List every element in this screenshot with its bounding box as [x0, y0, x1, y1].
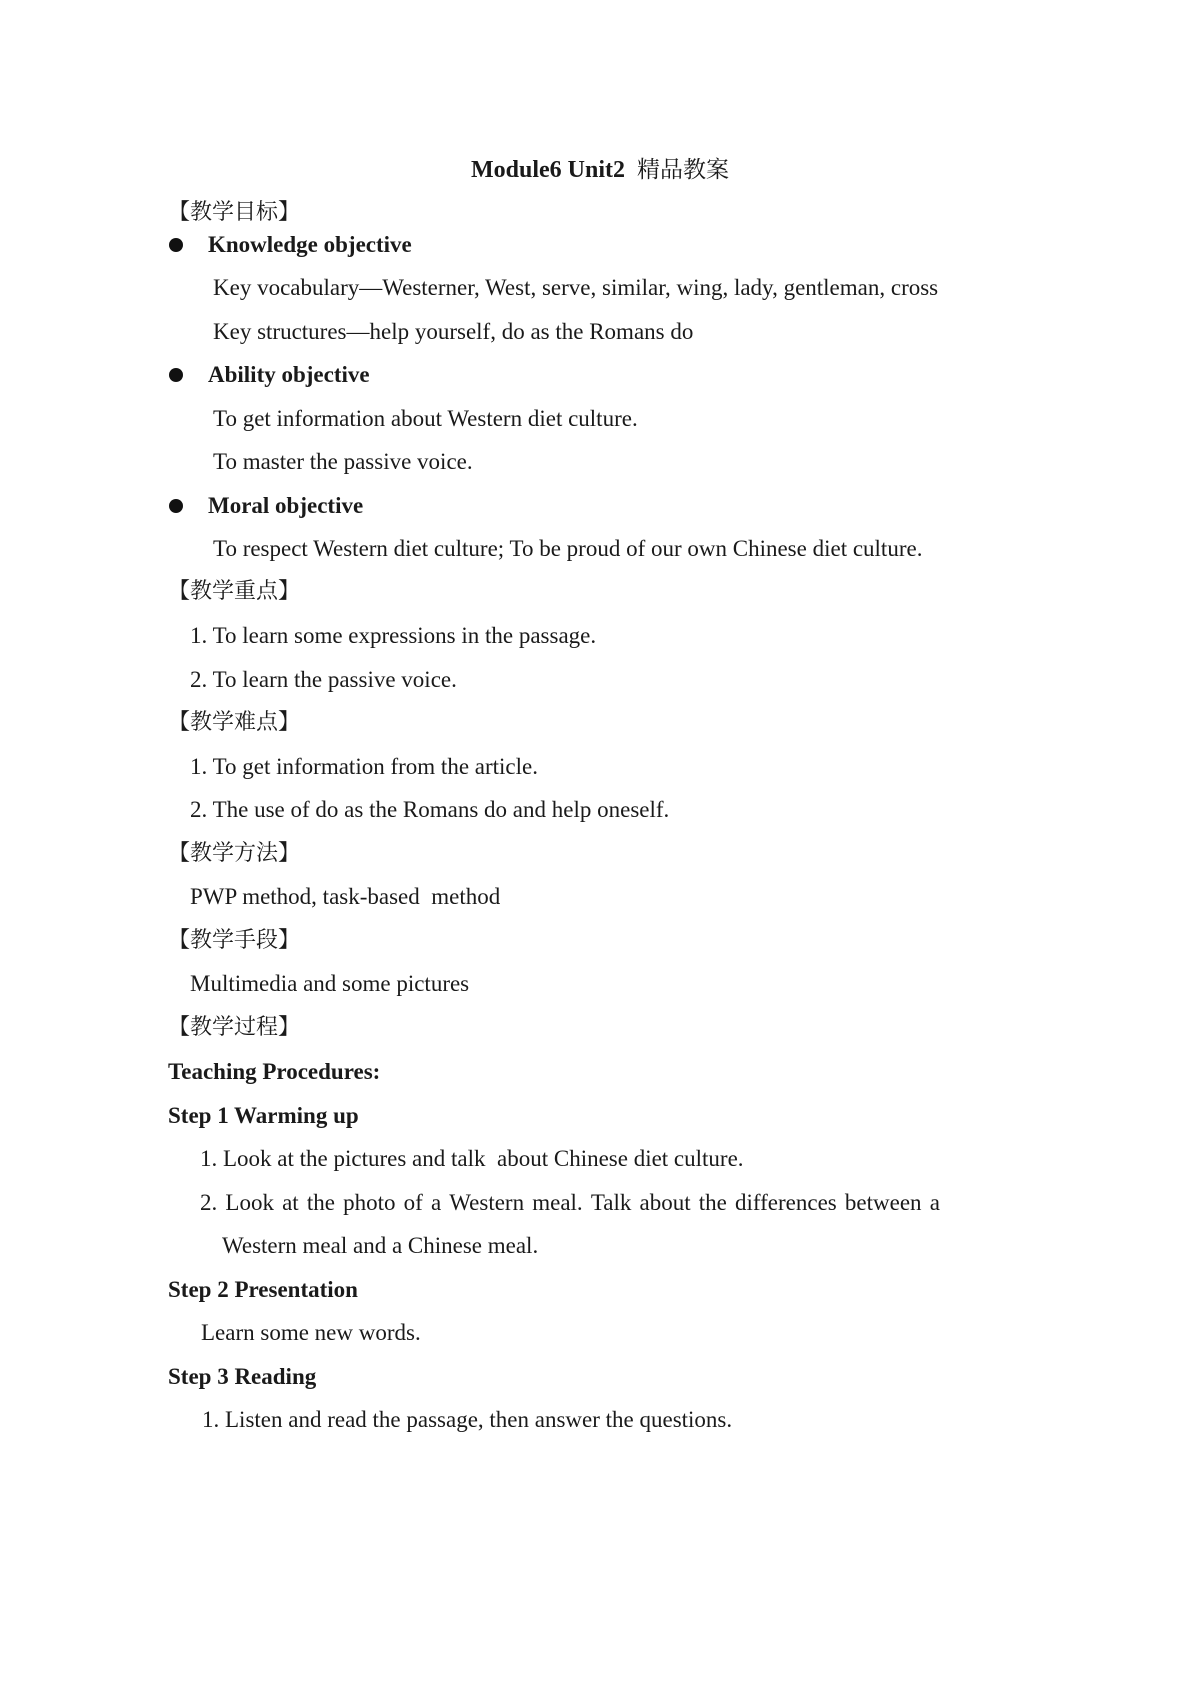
means-text: Multimedia and some pictures	[190, 971, 470, 996]
step2-title: Step 2 Presentation	[168, 1277, 358, 1302]
difficulty-item: 2. The use of do as the Romans do and help oneself.	[190, 797, 670, 822]
step1-item-word: at	[282, 1190, 299, 1215]
title-english: Module6 Unit2	[470, 157, 625, 183]
title-chinese: 精品教案	[637, 157, 729, 183]
ability-item: To master the passive voice.	[213, 449, 473, 474]
key-points-heading: 【教学重点】	[168, 579, 301, 604]
step2-text: Learn some new words.	[201, 1320, 421, 1345]
step1-item-word: Look	[225, 1190, 274, 1215]
methods-heading: 【教学方法】	[168, 841, 301, 866]
knowledge-vocabulary: Key vocabulary—Westerner, West, serve, similar, wing, lady, gentleman, cross	[213, 275, 939, 300]
step1-item-word: the	[306, 1190, 335, 1215]
step1-item-word: Talk	[590, 1190, 632, 1215]
step1-item-word: a	[929, 1190, 940, 1215]
key-point-item: 2. To learn the passive voice.	[190, 667, 457, 692]
ability-item: To get information about Western diet culture.	[213, 406, 638, 431]
moral-objective-title: Moral objective	[208, 493, 364, 518]
knowledge-objective-title: Knowledge objective	[208, 232, 412, 257]
step1-item-word: 2.	[200, 1190, 218, 1215]
step1-item-word: the	[698, 1190, 727, 1215]
step1-item: 1. Look at the pictures and talk about Chinese diet culture.	[200, 1146, 744, 1171]
step1-item-word: differences	[735, 1190, 837, 1215]
objectives-heading: 【教学目标】	[168, 200, 301, 225]
bullet-icon	[169, 499, 183, 513]
knowledge-structures: Key structures—help yourself, do as the Romans do	[213, 319, 694, 344]
step1-item-word: about	[639, 1190, 691, 1215]
step1-item-continuation: Western meal and a Chinese meal.	[222, 1233, 539, 1258]
key-point-item: 1. To learn some expressions in the passage.	[190, 623, 597, 648]
step1-item-word: meal.	[532, 1190, 583, 1215]
step1-item-word: photo	[343, 1190, 396, 1215]
document-title	[0, 155, 1200, 185]
step3-title: Step 3 Reading	[168, 1364, 317, 1389]
step1-item-word: a	[430, 1190, 442, 1215]
step1-title: Step 1 Warming up	[168, 1103, 359, 1128]
methods-text: PWP method, task-based method	[190, 884, 501, 909]
bullet-icon	[169, 368, 183, 382]
difficulty-item: 1. To get information from the article.	[190, 754, 538, 779]
procedures-title: Teaching Procedures:	[168, 1059, 381, 1084]
difficulties-heading: 【教学难点】	[168, 710, 301, 735]
step1-item-word: of	[403, 1190, 423, 1215]
means-heading: 【教学手段】	[168, 928, 301, 953]
process-heading: 【教学过程】	[168, 1015, 301, 1040]
moral-item: To respect Western diet culture; To be proud of our own Chinese diet culture.	[213, 536, 923, 561]
bullet-icon	[169, 238, 183, 252]
step1-item-word: between	[844, 1190, 922, 1215]
ability-objective-title: Ability objective	[208, 362, 370, 387]
step3-item: 1. Listen and read the passage, then answer the questions.	[202, 1407, 733, 1432]
step1-item	[200, 1188, 940, 1218]
step1-item-word: Western	[449, 1190, 525, 1215]
